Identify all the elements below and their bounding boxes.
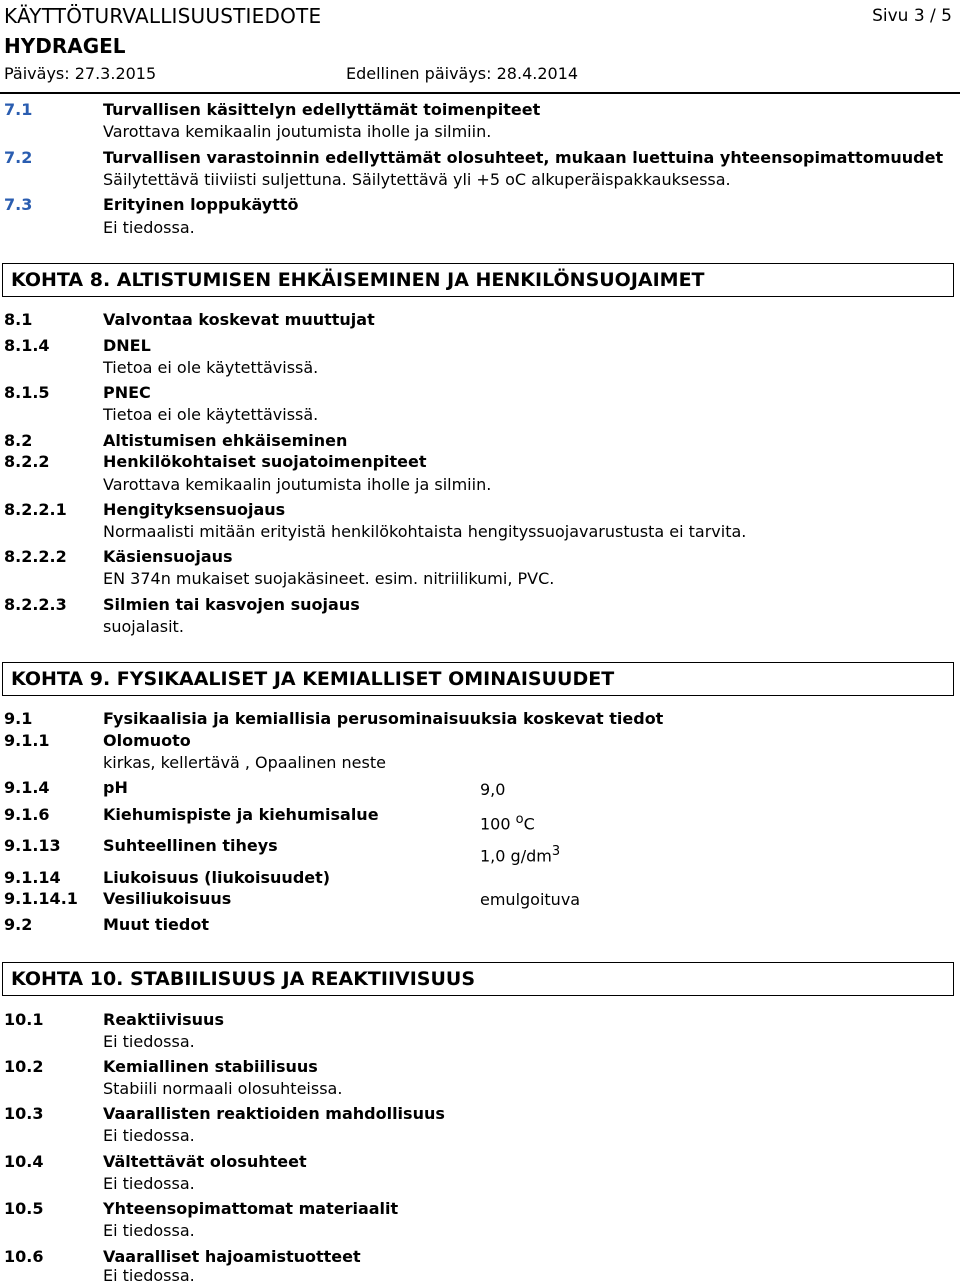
section-number: 9.1.6 bbox=[4, 805, 50, 824]
section-number: 8.2.2.2 bbox=[4, 547, 67, 566]
section-number: 9.1.14 bbox=[4, 868, 61, 887]
section-number: 7.2 bbox=[4, 148, 33, 167]
subsection-text: Stabiili normaali olosuhteissa. bbox=[103, 1079, 343, 1098]
value-superscript: 3 bbox=[551, 844, 561, 859]
section-number: 10.3 bbox=[4, 1104, 44, 1123]
property-label: Kiehumispiste ja kiehumisalue bbox=[103, 805, 379, 824]
subsection-text: suojalasit. bbox=[103, 617, 184, 636]
property-value: emulgoituva bbox=[480, 890, 581, 909]
subsection-text: Ei tiedossa. bbox=[103, 1221, 195, 1240]
property-label: pH bbox=[103, 778, 128, 797]
section-10-heading-box bbox=[2, 962, 954, 996]
subsection-title: Muut tiedot bbox=[103, 915, 209, 934]
subsection-title: Fysikaalisia ja kemiallisia perusominaisuuksia koskevat tiedot bbox=[103, 709, 664, 728]
section-number: 8.2.2.3 bbox=[4, 595, 67, 614]
subsection-title: Henkilökohtaiset suojatoimenpiteet bbox=[103, 452, 427, 471]
section-number: 8.2 bbox=[4, 431, 33, 450]
section-number: 8.2.2.1 bbox=[4, 500, 67, 519]
product-name: HYDRAGEL bbox=[4, 34, 126, 58]
section-number: 10.5 bbox=[4, 1199, 44, 1218]
previous-date: Edellinen päiväys: 28.4.2014 bbox=[346, 64, 579, 83]
subsection-text: Normaalisti mitään erityistä henkilökohtaista hengityssuojavarustusta ei tarvita. bbox=[103, 522, 747, 541]
subsection-text: Ei tiedossa. bbox=[103, 1266, 195, 1285]
subsection-title: Liukoisuus (liukoisuudet) bbox=[103, 868, 331, 887]
subsection-title: Käsiensuojaus bbox=[103, 547, 233, 566]
section-number: 8.1 bbox=[4, 310, 33, 329]
section-number: 8.1.4 bbox=[4, 336, 50, 355]
section-number: 9.1.4 bbox=[4, 778, 50, 797]
section-heading: KOHTA 9. FYSIKAALISET JA KEMIALLISET OMINAISUUDET bbox=[11, 668, 615, 690]
subsection-title: Altistumisen ehkäiseminen bbox=[103, 431, 348, 450]
subsection-title: DNEL bbox=[103, 336, 151, 355]
section-number: 9.1.1 bbox=[4, 731, 50, 750]
value-number: 100 bbox=[480, 814, 511, 834]
subsection-title: Vaaralliset hajoamistuotteet bbox=[103, 1247, 361, 1266]
subsection-text: Ei tiedossa. bbox=[103, 1174, 195, 1193]
property-value: 9,0 bbox=[480, 780, 506, 799]
subsection-title: Yhteensopimattomat materiaalit bbox=[103, 1199, 399, 1218]
section-number: 9.1.13 bbox=[4, 836, 61, 855]
subsection-title: Turvallisen käsittelyn edellyttämät toimenpiteet bbox=[103, 100, 541, 119]
value-superscript: o bbox=[515, 812, 524, 827]
section-number: 8.2.2 bbox=[4, 452, 50, 471]
subsection-title: Reaktiivisuus bbox=[103, 1010, 224, 1029]
value-unit: C bbox=[523, 814, 535, 834]
subsection-text: Varottava kemikaalin joutumista iholle ja silmiin. bbox=[103, 475, 492, 494]
subsection-title: Turvallisen varastoinnin edellyttämät olosuhteet, mukaan luettuina yhteensopimattomuudet bbox=[103, 148, 944, 167]
section-number: 7.1 bbox=[4, 100, 33, 119]
section-number: 10.1 bbox=[4, 1010, 44, 1029]
subsection-text: Ei tiedossa. bbox=[103, 1032, 195, 1051]
section-9-heading-box bbox=[2, 662, 954, 696]
section-number: 9.1.14.1 bbox=[4, 889, 78, 908]
subsection-text: Varottava kemikaalin joutumista iholle ja silmiin. bbox=[103, 122, 492, 141]
subsection-text: Ei tiedossa. bbox=[103, 1126, 195, 1145]
page-number: Sivu 3 / 5 bbox=[872, 6, 952, 26]
subsection-title: Erityinen loppukäyttö bbox=[103, 195, 299, 214]
value-number: 1,0 g/dm bbox=[480, 846, 552, 866]
subsection-title: Vältettävät olosuhteet bbox=[103, 1152, 307, 1171]
section-number: 10.4 bbox=[4, 1152, 44, 1171]
property-label: Suhteellinen tiheys bbox=[103, 836, 278, 855]
section-heading: KOHTA 10. STABIILISUUS JA REAKTIIVISUUS bbox=[11, 968, 476, 990]
section-number: 9.2 bbox=[4, 915, 33, 934]
section-number: 10.6 bbox=[4, 1247, 44, 1266]
section-number: 9.1 bbox=[4, 709, 33, 728]
property-value bbox=[480, 842, 560, 866]
subsection-title: Valvontaa koskevat muuttujat bbox=[103, 310, 375, 329]
subsection-text: kirkas, kellertävä , Opaalinen neste bbox=[103, 753, 386, 772]
header-divider bbox=[0, 92, 960, 94]
subsection-title: PNEC bbox=[103, 383, 151, 402]
subsection-title: Vaarallisten reaktioiden mahdollisuus bbox=[103, 1104, 445, 1123]
document-title: KÄYTTÖTURVALLISUUSTIEDOTE bbox=[4, 4, 322, 28]
issue-date: Päiväys: 27.3.2015 bbox=[4, 64, 157, 83]
section-8-heading-box bbox=[2, 263, 954, 297]
section-number: 7.3 bbox=[4, 195, 33, 214]
subsection-text: Tietoa ei ole käytettävissä. bbox=[103, 405, 319, 424]
section-number: 10.2 bbox=[4, 1057, 44, 1076]
property-label: Vesiliukoisuus bbox=[103, 889, 232, 908]
subsection-title: Silmien tai kasvojen suojaus bbox=[103, 595, 360, 614]
property-value bbox=[480, 810, 535, 834]
subsection-text: Ei tiedossa. bbox=[103, 218, 195, 237]
subsection-text: Säilytettävä tiiviisti suljettuna. Säilytettävä yli +5 oC alkuperäispakkauksessa. bbox=[103, 170, 731, 189]
subsection-title: Olomuoto bbox=[103, 731, 191, 750]
subsection-title: Kemiallinen stabiilisuus bbox=[103, 1057, 318, 1076]
subsection-text: Tietoa ei ole käytettävissä. bbox=[103, 358, 319, 377]
subsection-text: EN 374n mukaiset suojakäsineet. esim. nitriilikumi, PVC. bbox=[103, 569, 555, 588]
section-heading: KOHTA 8. ALTISTUMISEN EHKÄISEMINEN JA HENKILÖNSUOJAIMET bbox=[11, 269, 705, 291]
subsection-title: Hengityksensuojaus bbox=[103, 500, 286, 519]
section-number: 8.1.5 bbox=[4, 383, 50, 402]
